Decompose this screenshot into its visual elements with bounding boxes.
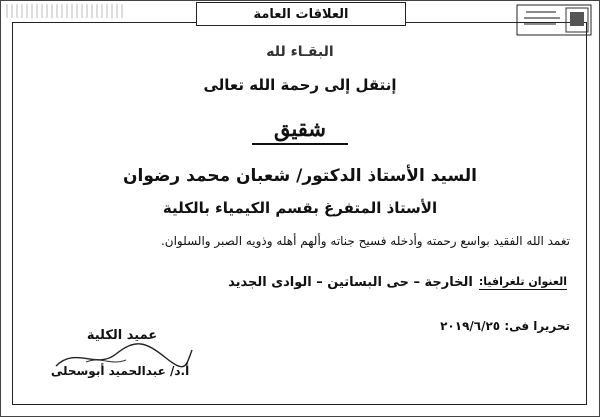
relation-heading: شقيق [273,116,327,141]
scan-noise [6,4,126,18]
dean-title: عميد الكلية [86,328,158,343]
relation-underline [252,143,348,145]
address-row [205,272,567,292]
address-value: الخارجة – حى البساتين – الوادى الجديد [228,274,473,290]
issue-date: تحريرا فى: ٢٠١٩/٦/٢٥ [440,319,570,333]
honoree-position: الأستاذ المتفرغ بقسم الكيمياء بالكلية [162,199,438,217]
honoree-name: السيد الأستاذ الدكتور/ شعبان محمد رضوان [123,166,477,186]
department-banner [196,2,406,26]
eternity-heading: البقـاء لله [266,44,334,60]
address-label: العنوان تلغرافيا: [478,274,567,288]
passed-away-line: إنتقل إلى رحمة الله تعالى [203,76,397,94]
university-logo [516,4,592,36]
department-title: العلاقات العامة [253,6,349,22]
dean-name: أ.د/ عبدالحميد أبوسحلى [50,364,190,378]
condolence-prayer: تغمد الله الفقيد بواسع رحمته وأدخله فسيح جناته وألهم أهله وذويه الصبر والسلوان. [160,234,570,248]
